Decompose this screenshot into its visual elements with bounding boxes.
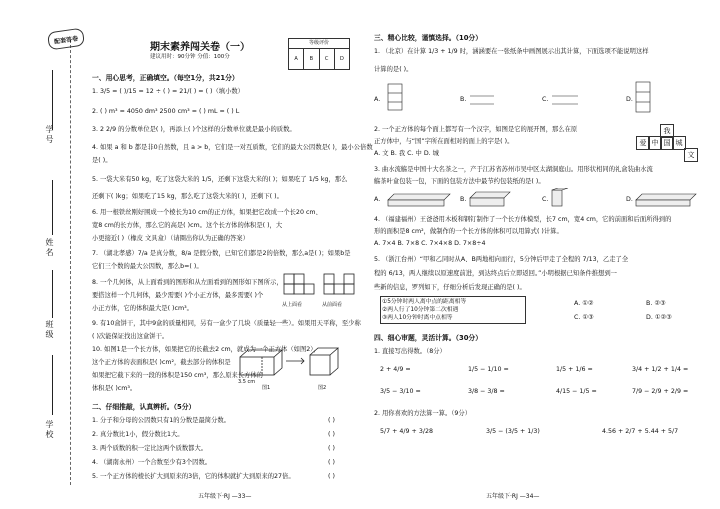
- q3-5-option-a[interactable]: A. ①②: [574, 300, 594, 307]
- q3-3-option-a[interactable]: A.: [374, 196, 381, 203]
- net-cell-1: 我: [660, 124, 674, 138]
- school-line: [52, 355, 53, 415]
- grade-box-title: 等级评价: [289, 39, 349, 49]
- right-footer: 五年级下·RJ —34—: [486, 493, 540, 500]
- question-3-5a: 5. （浙江台州）“甲和乙同时从A、B两地相向而行，5分钟后甲走了全程的 7/13，乙走了全: [374, 256, 629, 263]
- question-1-1: 1. 3/5 = ( )/15 = 12 ÷ ( ) = 21/( ) = ( )（填小数）: [92, 88, 244, 95]
- calc-1-1: 2 + 4/9 =: [380, 366, 411, 373]
- q3-1-option-d[interactable]: D.: [626, 96, 633, 103]
- q3-5-option-d[interactable]: D. ①②③: [646, 314, 672, 321]
- question-1-5a: 5. 一袋大米有50 kg，吃了这袋大米的 1/5，还剩下这袋大米的( )；如果吃了 1/5 kg，那么: [92, 176, 348, 183]
- net-cell-6: 文: [684, 148, 698, 162]
- question-3-3b: 觞茶叶盒包装一包，下面的包装方法中最节约包装纸的是( )。: [374, 178, 545, 185]
- section-2-heading: 二、仔细推敲，认真辨析。（5分）: [92, 403, 196, 411]
- question-3-2-options[interactable]: A. 文 B. 我 C. 中 D. 城: [374, 150, 439, 157]
- q3-5-statement-2: ②两人行了10分钟第二次相遇: [382, 307, 459, 313]
- section-4-heading: 四、细心审题，灵活计算。（30分）: [374, 334, 483, 342]
- name-line: [52, 180, 53, 235]
- q3-3-box-figures: [384, 188, 714, 208]
- view-top-label: 从上面看: [282, 302, 303, 308]
- tf-3: 3. 两个质数的积一定比这两个质数都大。: [92, 445, 208, 452]
- class-line: [52, 270, 53, 318]
- left-footer: 五年级下·RJ —33—: [198, 493, 252, 500]
- calc-3-3: 4.56 + 2/7 + 5.44 + 5/7: [602, 428, 679, 435]
- answer-card-badge: 配套答卷: [47, 28, 85, 51]
- cut-line: [70, 40, 71, 485]
- grade-d[interactable]: D: [339, 56, 344, 62]
- question-3-1a: 1. （北京）在计算 1/3 + 1/9 时，涵涵要在一张纸条中画图展示出其计算，下面选项不能说明这样: [374, 48, 649, 55]
- student-id-line: [52, 70, 53, 130]
- cube-net: [636, 124, 708, 160]
- question-1-10b: 这个正方体的表面积是( )cm²，截去部分的体积是: [92, 359, 231, 366]
- calc-2-3: 4/15 − 1/5 =: [556, 388, 597, 395]
- right-page: [366, 0, 720, 509]
- question-3-2a: 2. 一个正方体的每个面上都写有一个汉字，如图是它的展开图，那么在原: [374, 126, 578, 133]
- calc-part-2-label: 2. 用你喜欢的方法算一算。（9分）: [374, 410, 472, 417]
- question-1-8c: 小正方体，它的体积最大是( )cm³。: [92, 305, 193, 312]
- question-1-10e: 体积是( )cm³。: [92, 385, 137, 392]
- tf-5: 5. 一个正方体的棱长扩大到原来的3倍，它的体积就扩大到原来的27倍。: [92, 473, 295, 480]
- dim-label: 3.5 cm: [238, 379, 256, 385]
- net-cell-5: 城: [672, 136, 686, 150]
- q3-5-option-b[interactable]: B. ②③: [646, 300, 666, 307]
- tf-2-answer[interactable]: ( ): [328, 431, 335, 438]
- tf-4-answer[interactable]: ( ): [328, 459, 335, 466]
- question-1-4b: 是( )。: [92, 157, 112, 164]
- question-3-4b: 形的面积是8 cm²，做制作的一个长方体的体积可以用算式( )计算。: [374, 228, 563, 235]
- question-1-6c: 小更接近( )（橡皮 文具盒）（请圈出你认为正确的答案）: [92, 235, 249, 242]
- question-1-10a: 10. 如图1是一个长方体，如果把它的长截去2 cm，就成为一个正方体（如图2），: [92, 346, 320, 353]
- tf-5-answer[interactable]: ( ): [328, 473, 335, 480]
- question-3-4-options[interactable]: A. 7×4 B. 7×8 C. 7×4×8 D. 7×8÷4: [374, 240, 486, 247]
- question-1-7a: 7. （湖北孝感）7/a 是真分数，8/a 是假分数，已知它们都是2的倍数，那么a是( )；如果b是: [92, 250, 351, 257]
- tf-2: 2. 真分数比1小，假分数比1大。: [92, 431, 184, 438]
- q3-5-statement-box: [380, 296, 526, 324]
- q3-5-option-c[interactable]: C. ①③: [574, 314, 594, 321]
- calc-2-4: 7/9 − 2/9 + 2/9 =: [632, 388, 689, 395]
- tf-1-answer[interactable]: ( ): [328, 417, 335, 424]
- calc-2-2: 3/8 − 3/8 =: [468, 388, 505, 395]
- q3-1-option-figures: [384, 78, 714, 122]
- figure-2-label: 图2: [318, 385, 327, 391]
- q3-5-statement-1: ①5分钟时两人离中点的距离相等: [382, 299, 467, 305]
- question-1-6b: 宽8 cm的长方体，那么它的高是( )cm。这个长方体的体积是( )，大: [92, 222, 283, 229]
- tf-3-answer[interactable]: ( ): [328, 445, 335, 452]
- tf-1: 1. 分子和分母的公因数只有1的分数是最简分数。: [92, 417, 230, 424]
- calc-2-1: 3/5 − 3/10 =: [380, 388, 421, 395]
- margin-label-class: 班级: [45, 320, 54, 340]
- subtitle: 建议用时：90分钟 分值：100分: [150, 54, 230, 60]
- calc-3-1: 5/7 + 4/9 + 3/28: [380, 428, 433, 435]
- net-cell-2: 爱: [636, 136, 650, 150]
- question-1-2: 2. ( ) m³ = 4050 dm³ 2500 cm³ = ( ) mL = ( ) L: [92, 108, 240, 115]
- question-1-6a: 6. 用一根铁丝刚好围成一个棱长为10 cm的正方体，如果把它改成一个长20 cm、: [92, 209, 322, 216]
- q3-3-option-c[interactable]: C.: [542, 196, 549, 203]
- question-3-1b: 计算的是( )。: [374, 66, 413, 73]
- calc-3-2: 3/5 − (3/5 + 1/3): [486, 428, 540, 435]
- margin-label-student-id: 学号: [45, 125, 54, 145]
- question-1-10d: 如果把它截下来的一段的体积是150 cm³，那么原来长方体的: [92, 372, 263, 379]
- grade-box: [288, 38, 350, 70]
- question-1-8b: 要搭这样一个几何体，最少需要( )个小正方体，最多需要( )个: [92, 292, 264, 299]
- question-3-3a: 3. 曲水流觞是中国十大名茶之一，产于江苏省苏州市吴中区太湖洞庭山。用形状相同的礼盒装曲水流: [374, 166, 653, 173]
- question-3-5c: 些新的信息，罗列如下，仔细分析后发现正确的是( )。: [374, 284, 526, 291]
- question-1-8a: 8. 一个几何体，从上面看到的图形和从左面看到的图形如下图所示，: [92, 279, 283, 286]
- grade-a[interactable]: A: [289, 49, 304, 69]
- calc-1-3: 1/5 + 1/6 =: [556, 366, 593, 373]
- grade-b[interactable]: B: [304, 49, 319, 69]
- question-1-3: 3. 2 2/9 的分数单位是( )，再添上( )个这样的分数单位就是最小的质数。: [92, 126, 296, 133]
- question-1-9a: 9. 有10盒饼干，其中9盒的质量相同，另有一盒少了几块（质量轻一些）。如果用天平称，至少称: [92, 320, 361, 327]
- tf-4: 4. （湖南永州）一个合数至少有3个因数。: [92, 459, 212, 466]
- page-title: 期末素养闯关卷（一）: [150, 42, 250, 53]
- margin-label-name: 姓名: [45, 238, 54, 258]
- net-cell-4: 国: [660, 136, 674, 150]
- question-3-4a: 4. （福建福州）王爸爸用木板和钢钉制作了一个长方体模型，长7 cm，宽4 cm，它的前面和后面所得到的: [374, 216, 672, 223]
- question-1-9b: ( )次能保证找出这盒饼干。: [92, 333, 169, 340]
- q3-1-option-c[interactable]: C.: [542, 96, 549, 103]
- question-3-5b: 程的 6/13，两人继续以原速度前进，到达终点后立即返回。”小明根据已知条件推想到一: [374, 270, 617, 277]
- section-3-heading: 三、精心比较，谨慎选择。（10分）: [374, 34, 483, 42]
- q3-3-option-b[interactable]: B.: [460, 196, 467, 203]
- calc-1-4: 3/4 + 1/2 + 1/4 =: [632, 366, 689, 373]
- margin-label-school: 学校: [45, 420, 54, 440]
- figure-1-label: 图1: [262, 385, 271, 391]
- q3-3-option-d[interactable]: D.: [626, 196, 633, 203]
- calc-1-2: 1/5 − 1/10 =: [468, 366, 509, 373]
- q3-1-option-a[interactable]: A.: [374, 96, 381, 103]
- question-1-5b: 还剩下( )kg；如果吃了15 kg，那么吃了这袋大米的( )，还剩下( )。: [92, 193, 283, 200]
- question-1-7b: 它们三个数的最大公因数，那么b=( )。: [92, 263, 203, 270]
- net-cell-3: 中: [648, 136, 662, 150]
- q3-5-statement-3: ③两人10分钟时离中点相等: [382, 315, 453, 321]
- grade-c[interactable]: C: [320, 49, 335, 69]
- question-1-4a: 4. 如果 a 和 b 都是非0自然数，且 a > b，它们是一对互质数，它们的最大公因数是( )，最小公倍数: [92, 144, 373, 151]
- view-front-label: 从前面看: [322, 302, 343, 308]
- question-3-2b: 正方体中，与“国”字所在面相对的面上的字是( )。: [374, 138, 514, 145]
- calc-part-1-label: 1. 直接写出得数。（8分）: [374, 348, 446, 355]
- section-1-heading: 一、用心思考，正确填空。（每空1分，共21分）: [92, 74, 239, 82]
- q3-1-option-b[interactable]: B.: [460, 96, 467, 103]
- binding-margin: [0, 0, 86, 509]
